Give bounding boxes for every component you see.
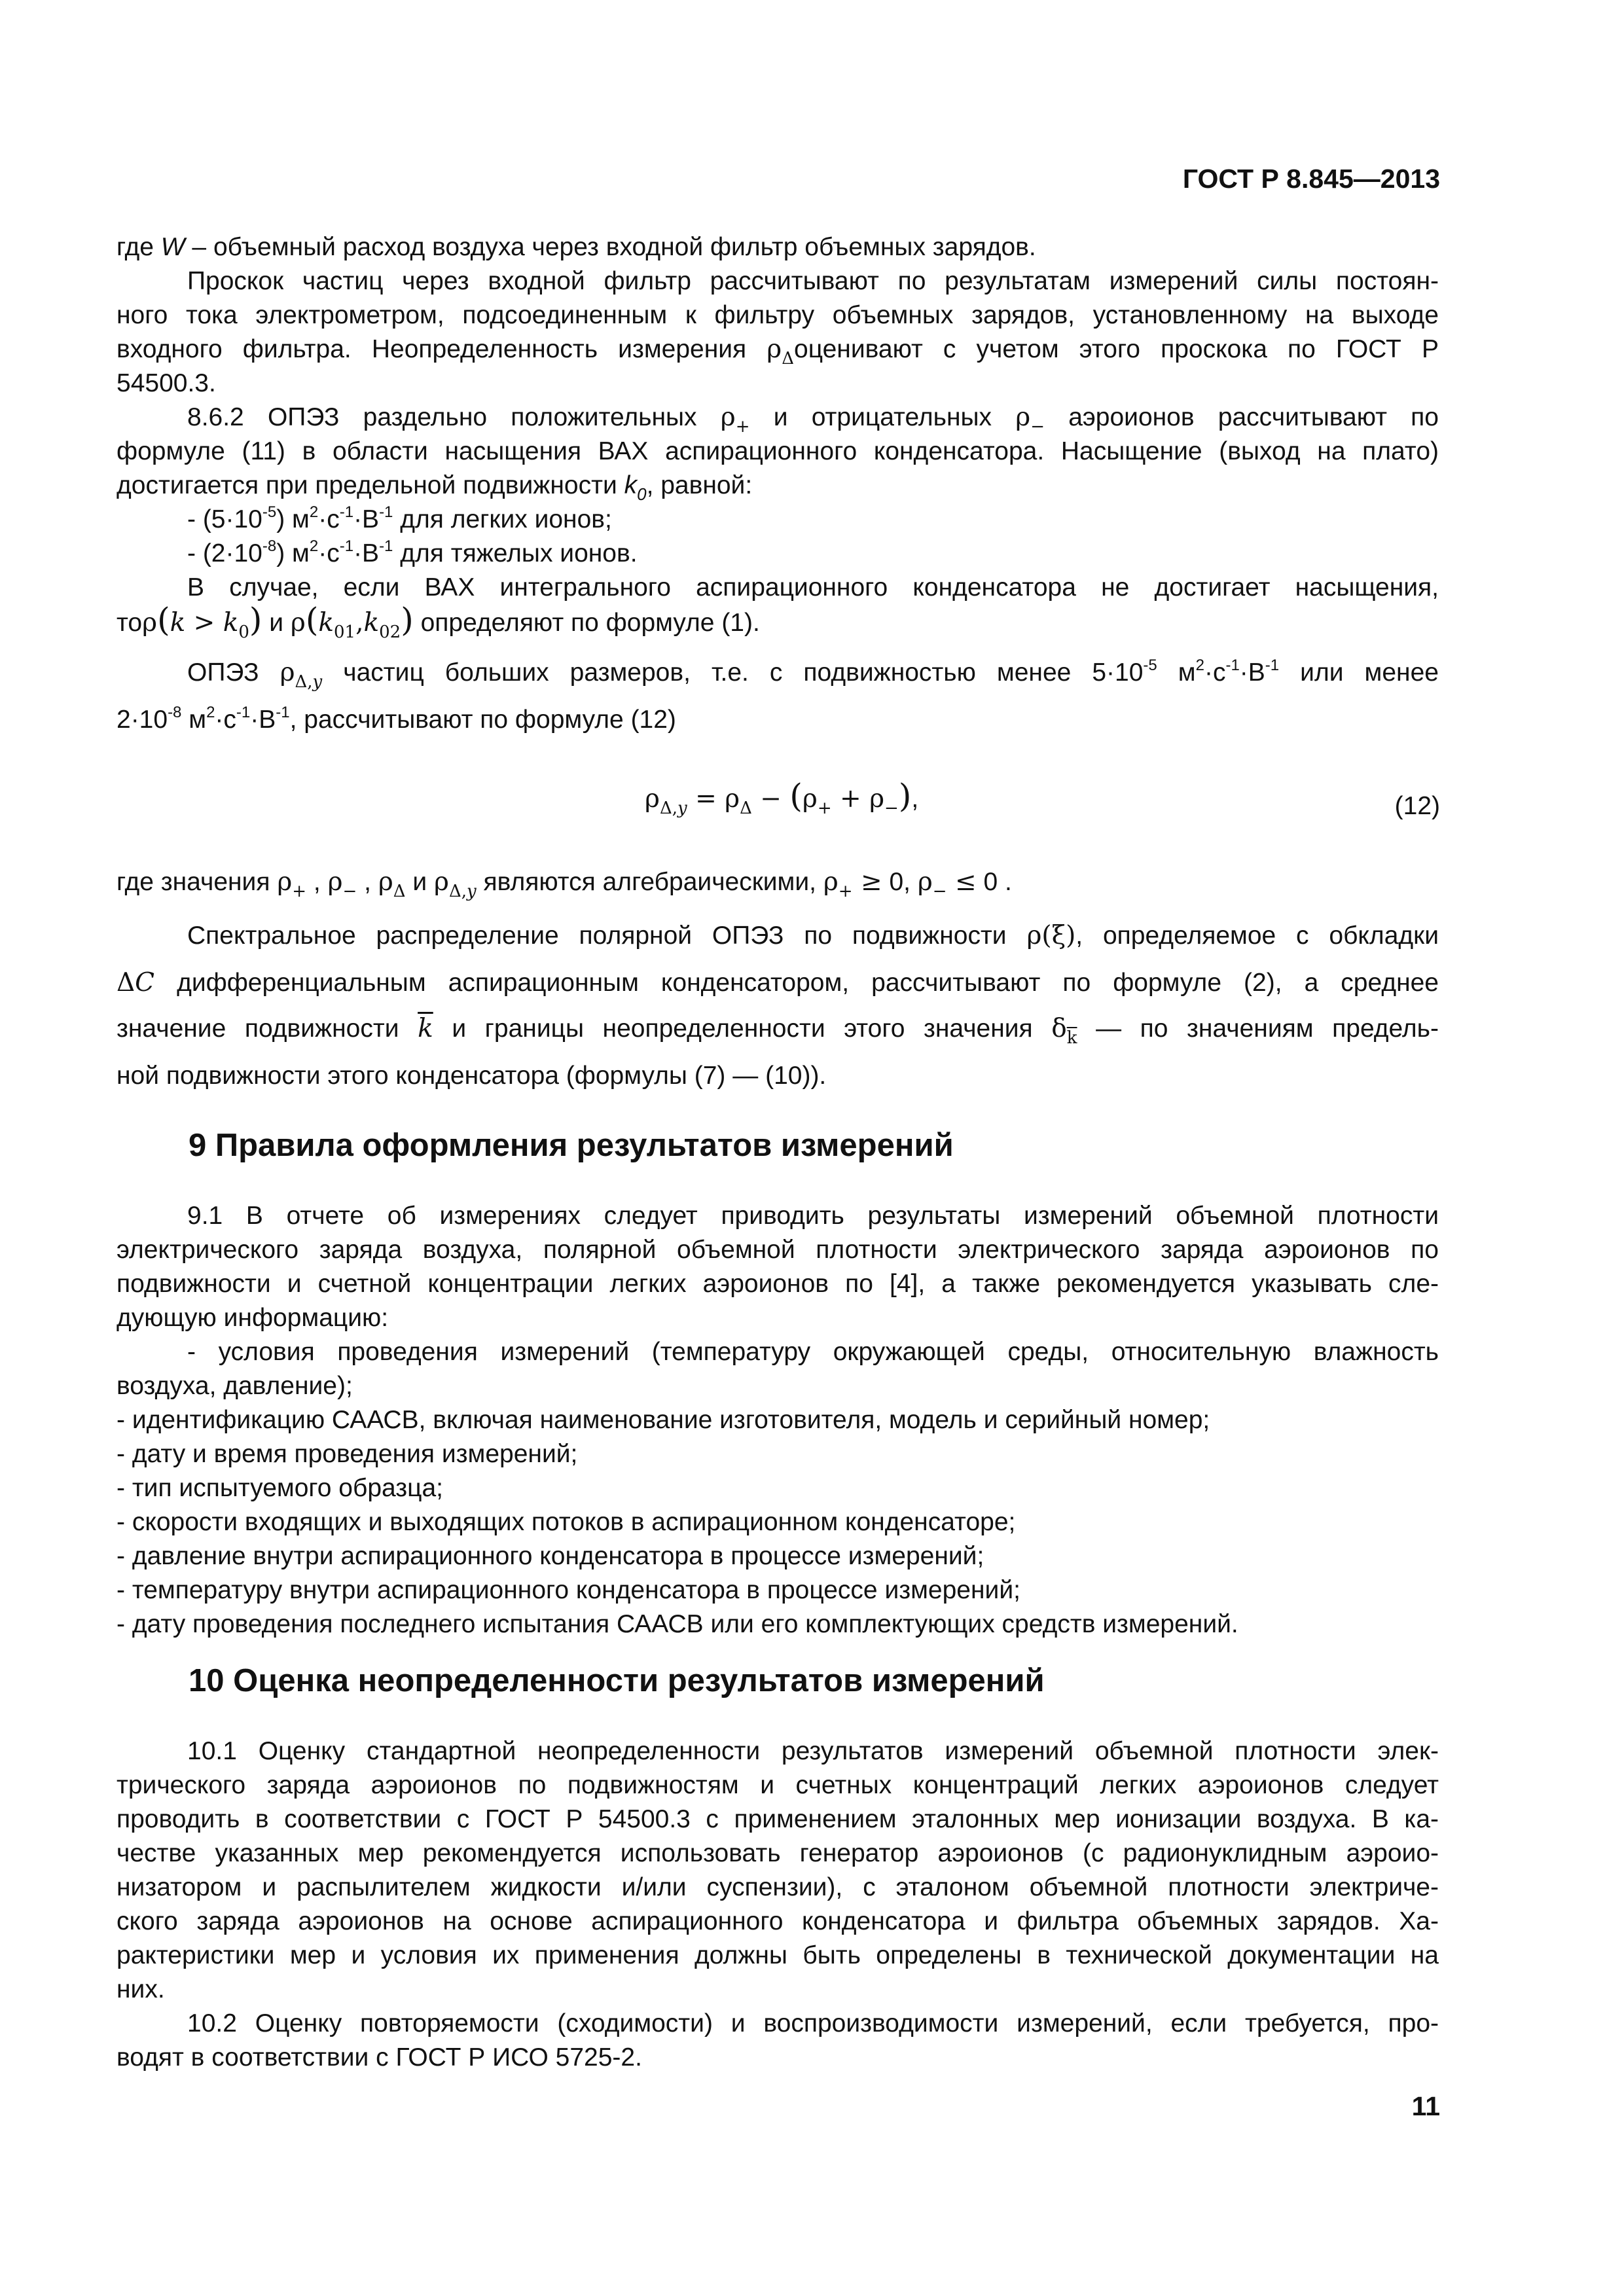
section-9-heading: 9 Правила оформления результатов измерений — [189, 1128, 954, 1163]
p101-line-1: 10.1 Оценку стандартной неопределенности результатов измерений объемной плотности элек- — [187, 1737, 1439, 1765]
large-particles-line-2: $2\cdot 10^{-8}$ $м^2\cdot с^{-1}\cdot В^{-1}$, рассчитывают по формуле (12) — [117, 704, 676, 734]
formula-rho-k-gt-k0: $\rho(k > k_0)$ — [142, 601, 262, 642]
spectral-para-line-3: значение подвижности $\overline{k}$ и границы неопределенности этого значения $\delta_{\overline{k}}$ — по значениям предель- — [117, 1014, 1439, 1048]
saturation-para-line-2: $то\rho(k > k_0)$ и $\rho(k_{01},k_{02})$ определяют по формуле (1). — [117, 601, 760, 642]
list-item: - идентификацию СААСВ, включая наименование изготовителя, модель и серийный номер; — [117, 1406, 1210, 1434]
leak-para-line-3: входного фильтра. Неопределенность измерения $\rho_\Delta оценивают$ с учетом этого проскока по ГОСТ Р — [117, 334, 1439, 368]
where-w-line: где W – объемный расход воздуха через входной фильтр объемных зарядов. — [117, 233, 1036, 261]
formula-k-mean: $\overline{k}$ — [418, 1014, 433, 1043]
list-item: - скорости входящих и выходящих потоков в аспирационном конденсаторе; — [117, 1508, 1016, 1536]
list-item: - тип испытуемого образца; — [117, 1474, 444, 1502]
p91-line-1: 9.1 В отчете об измерениях следует приводить результаты измерений объемной плотности — [187, 1202, 1439, 1230]
algebraic-values-line: где значения $\rho_+$ , $\rho_-$ , $\rho_\Delta$ и $\rho_{\Delta,y}$ являются алгебраическими, $\rho_+ \ge 0$, $\rho_- \le 0$ . — [117, 867, 1012, 901]
equation-12-number: (12) — [1394, 792, 1440, 820]
formula-rho-xi: ρ(ξ) — [1026, 921, 1076, 950]
list-item-light-ions: - $(5\cdot 10^{-5})$ $м^2\cdot с^{-1}\cdot В^{-1}$ для легких ионов; — [187, 503, 612, 533]
list-item-conditions-line-1: - условия проведения измерений (температуру окружающей среды, относительную влажность — [187, 1338, 1439, 1366]
leak-para-line-2: ного тока электрометром, подсоединенным к фильтру объемных зарядов, установленному на выходе — [117, 301, 1439, 329]
list-item-heavy-ions: - $(2\cdot 10^{-8})$ $м^2\cdot с^{-1}\cdot В^{-1}$ для тяжелых ионов. — [187, 537, 638, 567]
section-10-heading: 10 Оценка неопределенности результатов измерений — [189, 1663, 1045, 1698]
document-code-header: ГОСТ Р 8.845—2013 — [1182, 164, 1440, 194]
spectral-para-line-2: ΔC дифференциальным аспирационным конденсатором, рассчитывают по формуле (2), а среднее — [117, 968, 1439, 997]
list-item: - температуру внутри аспирационного конденсатора в процессе измерений; — [117, 1576, 1020, 1604]
spectral-para-line-4: ной подвижности этого конденсатора (формулы (7) — (10)). — [117, 1062, 827, 1090]
p91-line-3: подвижности и счетной концентрации легких аэроионов по [4], а также рекомендуется указывать сле- — [117, 1270, 1439, 1298]
page-number: 11 — [1411, 2091, 1440, 2121]
p101-line-4: честве указанных мер рекомендуется использовать генератор аэроионов (с радионуклидным аэроио- — [117, 1839, 1439, 1867]
saturation-para-line-1: В случае, если ВАХ интегрального аспирационного конденсатора не достигает насыщения, — [187, 573, 1439, 601]
formula-rho-plus: $\rho_+$ — [720, 403, 750, 437]
spectral-para-line-1: Спектральное распределение полярной ОПЭЗ по подвижности ρ(ξ), определяемое с обкладки — [187, 921, 1439, 950]
formula-rho-delta-y: $\rho_{\Delta,y}$ — [280, 658, 323, 692]
equation-12: $\rho_{\Delta,y} = \rho_\Delta - (\rho_+ + \rho_-)$, — [645, 777, 919, 818]
formula-delta-k-mean: $\delta_{\overline{k}}$ — [1051, 1014, 1077, 1048]
large-particles-line-1: ОПЭЗ $\rho_{\Delta,y}$ частиц больших размеров, т.е. с подвижностью менее $5\cdot 10^{-5}$ $м^2\cdot с^{-1}\cdot В^{-1}$ или менее — [187, 656, 1439, 692]
p862-line-3: достигается при предельной подвижности $k_0$, равной: — [117, 471, 753, 504]
p102-line-1: 10.2 Оценку повторяемости (сходимости) и воспроизводимости измерений, если требуется, про- — [187, 2009, 1439, 2037]
p101-line-6: ского заряда аэроионов на основе аспирационного конденсатора и фильтра объемных зарядов. Ха- — [117, 1907, 1439, 1935]
list-item: - давление внутри аспирационного конденсатора в процессе измерений; — [117, 1542, 984, 1570]
p91-line-2: электрического заряда воздуха, полярной объемной плотности электрического заряда аэроионов по — [117, 1236, 1439, 1264]
formula-k0: $k_0$ — [624, 471, 647, 504]
p862-line-1: 8.6.2 ОПЭЗ раздельно положительных $\rho_+$ и отрицательных $\rho_-$ аэроионов рассчитывают по — [187, 403, 1439, 437]
formula-rho-minus: $\rho_-$ — [1015, 403, 1045, 437]
p101-line-7: рактеристики мер и условия их применения должны быть определены в технической документации на — [117, 1941, 1439, 1969]
p101-line-3: проводить в соответствии с ГОСТ Р 54500.3 с применением эталонных мер ионизации воздуха. В ка- — [117, 1805, 1439, 1833]
p102-line-2: водят в соответствии с ГОСТ Р ИСО 5725-2. — [117, 2043, 642, 2072]
formula-rho-delta: $\rho_\Delta$ — [767, 334, 794, 368]
p862-line-2: формуле (11) в области насыщения ВАХ аспирационного конденсатора. Насыщение (выход на плато) — [117, 437, 1439, 465]
list-item-conditions-line-2: воздуха, давление); — [117, 1372, 353, 1400]
p101-line-5: низатором и распылителем жидкости и/или суспензии), с эталоном объемной плотности электриче- — [117, 1873, 1439, 1901]
p101-line-8: них. — [117, 1975, 165, 2003]
var-w: W — [160, 233, 185, 261]
p101-line-2: трического заряда аэроионов по подвижностям и счетных концентраций легких аэроионов следует — [117, 1771, 1439, 1799]
list-item: - дату и время проведения измерений; — [117, 1440, 578, 1468]
p91-line-4: дующую информацию: — [117, 1304, 389, 1332]
formula-delta-c: ΔC — [117, 968, 155, 997]
list-item: - дату проведения последнего испытания СААСВ или его комплектующих средств измерений. — [117, 1610, 1238, 1638]
formula-rho-k01-k02: $\rho(k_{01},k_{02})$ — [290, 601, 414, 642]
leak-para-line-1: Проскок частиц через входной фильтр рассчитывают по результатам измерений силы постоян- — [187, 267, 1439, 295]
leak-para-line-4: 54500.3. — [117, 369, 216, 397]
